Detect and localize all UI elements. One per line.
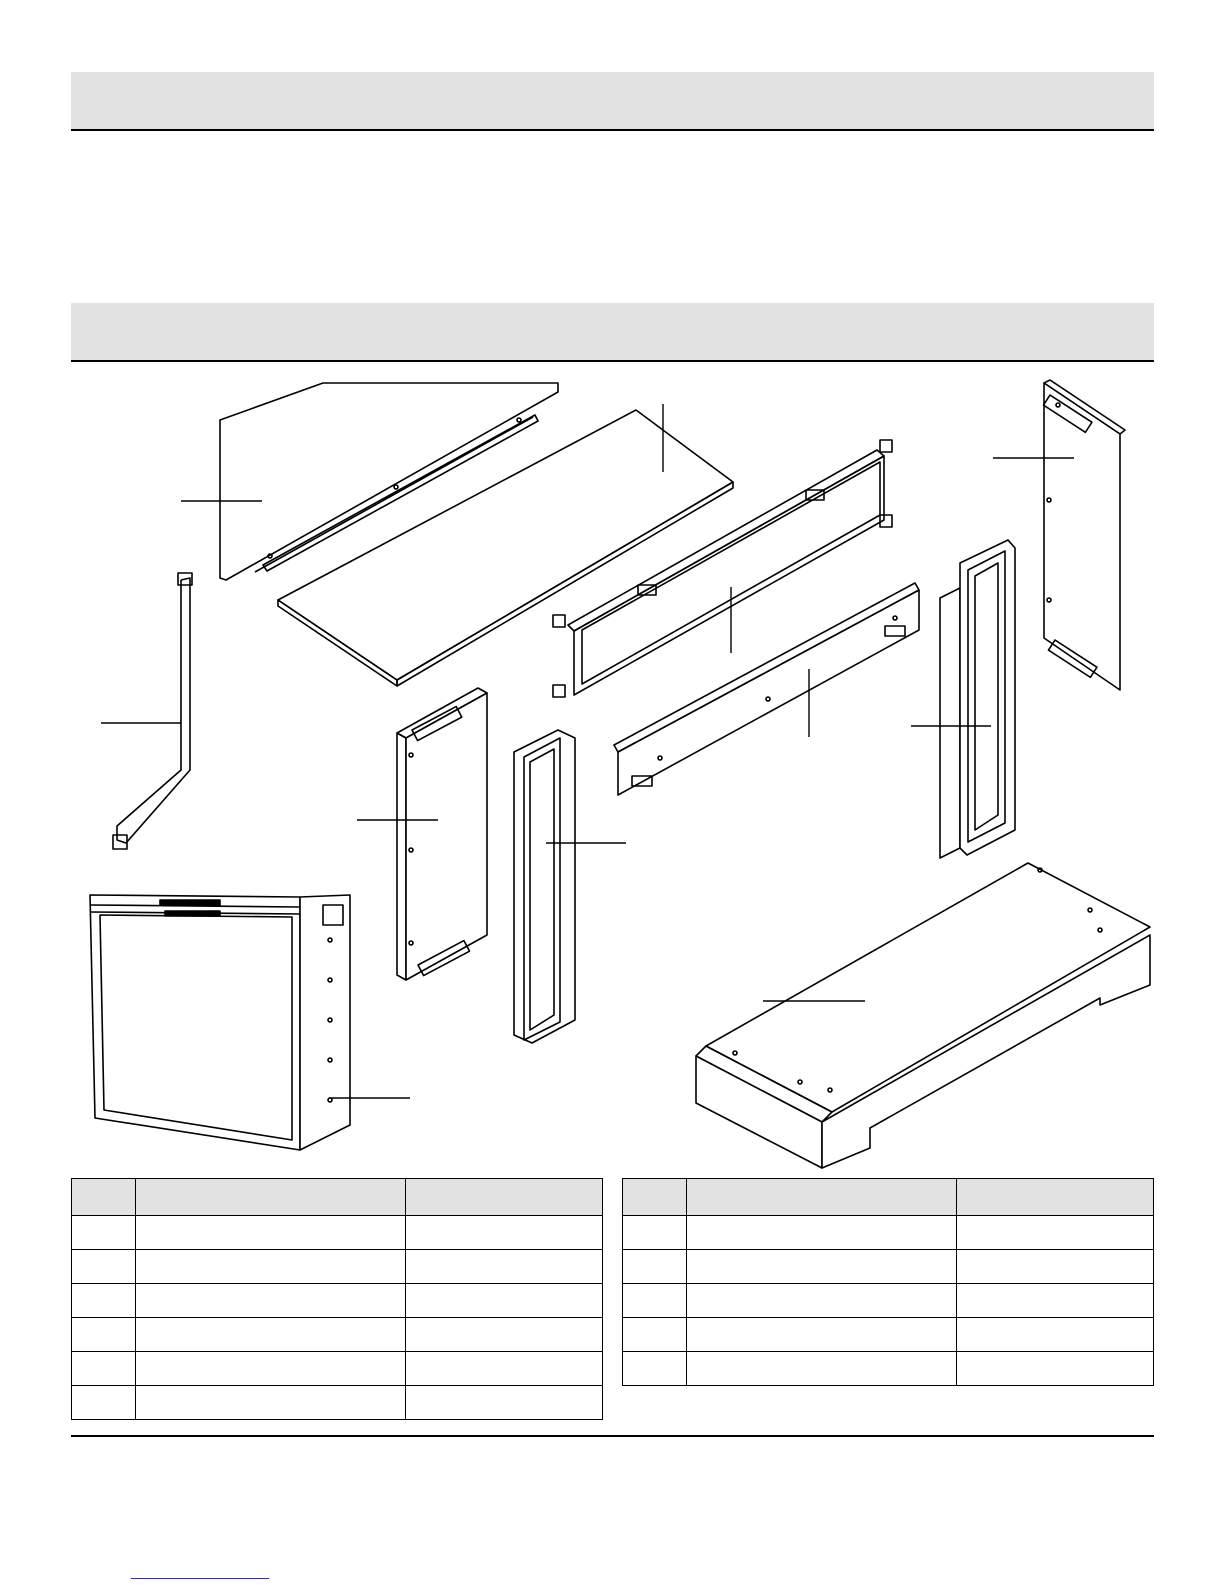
leg-bracket-part — [113, 573, 192, 849]
table-cell — [72, 1318, 136, 1352]
column-header — [623, 1179, 687, 1216]
table-cell — [406, 1216, 603, 1250]
table-cell — [623, 1250, 687, 1284]
table-row — [623, 1318, 1154, 1352]
table-cell — [687, 1318, 957, 1352]
table-header-row — [623, 1179, 1154, 1216]
column-header — [136, 1179, 406, 1216]
table-cell — [72, 1352, 136, 1386]
table-cell — [406, 1284, 603, 1318]
table-cell — [136, 1386, 406, 1420]
table-cell — [623, 1216, 687, 1250]
table-row — [72, 1318, 603, 1352]
table-cell — [687, 1250, 957, 1284]
table-cell — [72, 1216, 136, 1250]
table-row — [72, 1352, 603, 1386]
table-row — [623, 1250, 1154, 1284]
parts-exploded-diagram — [0, 370, 1225, 1170]
footer-link-underline[interactable] — [131, 1578, 269, 1579]
right-side-panel-part — [1043, 380, 1125, 690]
left-side-panel-part — [397, 688, 487, 980]
table-cell — [957, 1284, 1154, 1318]
section-header-band — [71, 72, 1154, 131]
column-header — [72, 1179, 136, 1216]
column-header — [957, 1179, 1154, 1216]
table-cell — [957, 1318, 1154, 1352]
table-cell — [687, 1352, 957, 1386]
table-cell — [136, 1318, 406, 1352]
column-header — [687, 1179, 957, 1216]
table-cell — [136, 1284, 406, 1318]
firebox-part — [90, 895, 350, 1150]
parts-table-left — [71, 1178, 603, 1420]
table-row — [72, 1250, 603, 1284]
table-cell — [406, 1250, 603, 1284]
table-header-row — [72, 1179, 603, 1216]
table-cell — [957, 1216, 1154, 1250]
table-cell — [136, 1250, 406, 1284]
table-row — [623, 1284, 1154, 1318]
table-cell — [406, 1386, 603, 1420]
table-row — [72, 1386, 603, 1420]
left-pilaster-part — [514, 730, 575, 1043]
package-contents-header-band — [71, 303, 1154, 362]
table-cell — [623, 1284, 687, 1318]
table-cell — [623, 1318, 687, 1352]
column-header — [406, 1179, 603, 1216]
table-row — [623, 1216, 1154, 1250]
table-cell — [72, 1250, 136, 1284]
table-row — [623, 1352, 1154, 1386]
table-cell — [623, 1352, 687, 1386]
table-cell — [957, 1352, 1154, 1386]
table-cell — [957, 1250, 1154, 1284]
footer-divider — [71, 1435, 1154, 1437]
table-row — [72, 1284, 603, 1318]
table-cell — [406, 1318, 603, 1352]
table-cell — [406, 1352, 603, 1386]
hearth-base-part — [696, 863, 1150, 1168]
table-cell — [136, 1352, 406, 1386]
table-cell — [687, 1284, 957, 1318]
table-row — [72, 1216, 603, 1250]
table-cell — [72, 1284, 136, 1318]
table-cell — [136, 1216, 406, 1250]
table-cell — [72, 1386, 136, 1420]
front-rail-part — [614, 583, 919, 795]
table-cell — [687, 1216, 957, 1250]
right-pilaster-part — [940, 540, 1015, 858]
parts-table-right — [622, 1178, 1154, 1386]
